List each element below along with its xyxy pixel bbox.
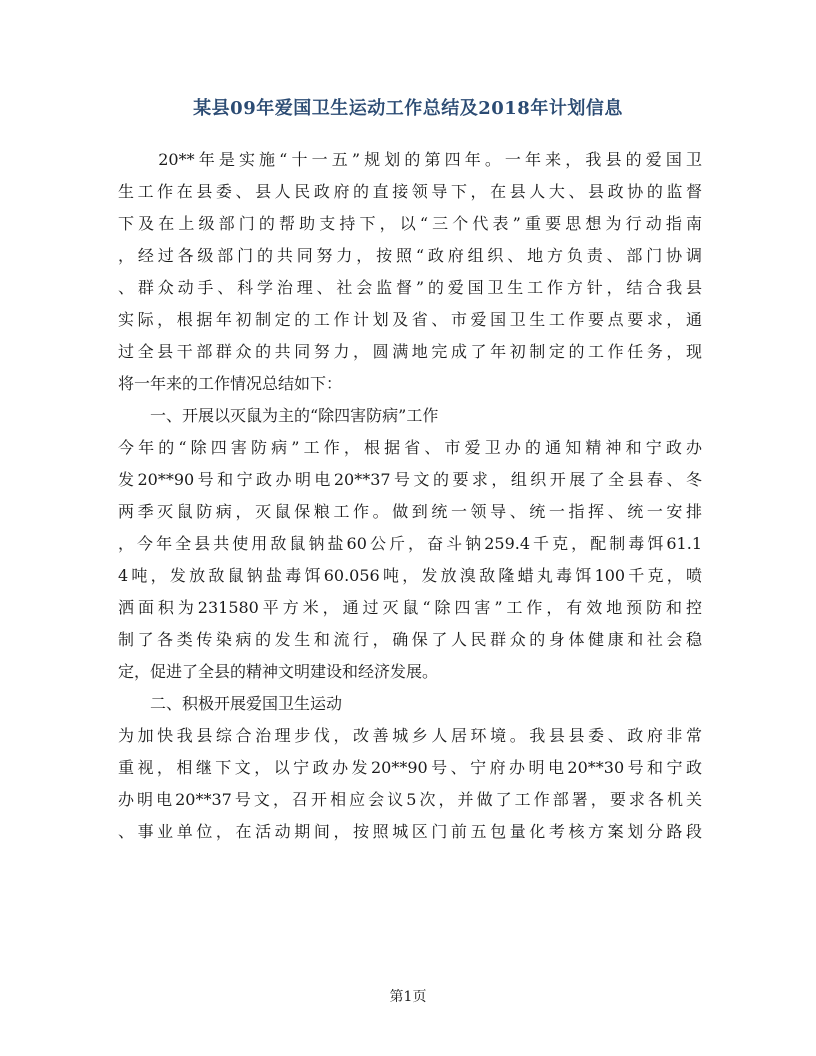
body-line: 制了各类传染病的发生和流行，确保了人民群众的身体健康和社会稳	[118, 630, 702, 649]
body-line: ，经过各级部门的共同努力，按照“政府组织、地方负责、部门协调	[118, 246, 702, 265]
body-line: 过全县干部群众的共同努力，圆满地完成了年初制定的工作任务，现	[118, 342, 702, 361]
body-line: 办明电20**37号文，召开相应会议5次，并做了工作部署，要求各机关	[118, 790, 702, 809]
section-heading-2: 二、积极开展爱国卫生运动	[118, 694, 343, 713]
document-body	[118, 144, 702, 848]
body-line: 、事业单位，在活动期间，按照城区门前五包量化考核方案划分路段	[118, 822, 702, 841]
body-line: 实际，根据年初制定的工作计划及省、市爱国卫生工作要点要求，通	[118, 310, 702, 329]
page-number: 第1页	[389, 989, 427, 1005]
body-line: 4吨，发放敌鼠钠盐毒饵60.056吨，发放溴敌隆蜡丸毒饵100千克，喷	[118, 566, 702, 585]
body-line: 20**年是实施“十一五”规划的第四年。一年来，我县的爱国卫	[118, 150, 702, 169]
body-line: 生工作在县委、县人民政府的直接领导下，在县人大、县政协的监督	[118, 182, 702, 201]
body-line: 定，促进了全县的精神文明建设和经济发展。	[118, 662, 439, 681]
body-line: 两季灭鼠防病，灭鼠保粮工作。做到统一领导、统一指挥、统一安排	[118, 502, 702, 521]
body-line: 将一年来的工作情况总结如下：	[118, 374, 343, 393]
body-line: 今年的“除四害防病”工作，根据省、市爱卫办的通知精神和宁政办	[118, 438, 702, 457]
body-line: 重视，相继下文，以宁政办发20**90号、宁府办明电20**30号和宁政	[118, 758, 702, 777]
body-line: ，今年全县共使用敌鼠钠盐60公斤，奋斗钠259.4千克，配制毒饵61.1	[118, 534, 702, 553]
body-line: 发20**90号和宁政办明电20**37号文的要求，组织开展了全县春、冬	[118, 470, 702, 489]
body-line: 下及在上级部门的帮助支持下，以“三个代表”重要思想为行动指南	[118, 214, 702, 233]
body-line: 洒面积为231580平方米，通过灭鼠“除四害”工作，有效地预防和控	[118, 598, 702, 617]
document-title: 某县09年爱国卫生运动工作总结及2018年计划信息	[193, 98, 623, 119]
body-line: 为加快我县综合治理步伐，改善城乡人居环境。我县县委、政府非常	[118, 726, 702, 745]
section-heading-1: 一、开展以灭鼠为主的“除四害防病”工作	[118, 406, 439, 425]
body-line: 、群众动手、科学治理、社会监督”的爱国卫生工作方针，结合我县	[118, 278, 702, 297]
